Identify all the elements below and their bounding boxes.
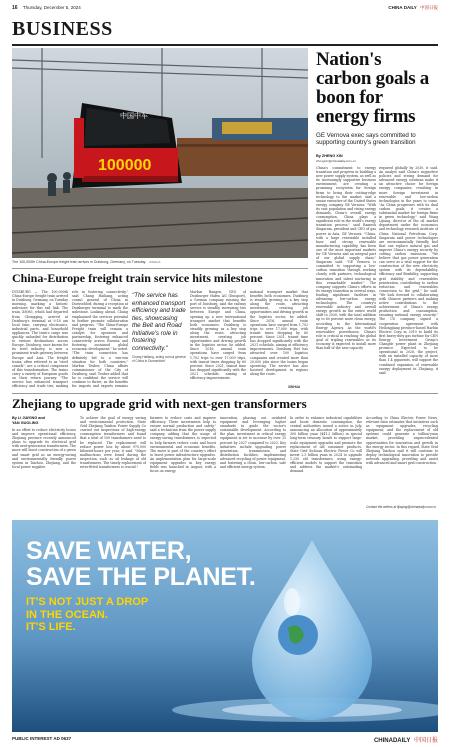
ad-headline-1: SAVE WATER, (26, 537, 192, 565)
zhejiang-top-rule (12, 393, 438, 394)
freight-column-5: national transport market that benefits both economies. Duisburg is steadily growing as a key stop along the route, attracting investment, creating job opportunities and driving growth in the logistics sector, he added. Since 2016, annual train operations have surged from 1,702 trips to over 17,000 trips, with transit times dropping by 60 percent. Since 2021, transit time has dropped significantly with the 2021 schedule, aiming at efficiency improvements. Duisburg Port has attracted over 100 logistics companies and created more than 20,000 jobs since the trains began operating. The service has also boosted development in regions along the route. (250, 290, 308, 376)
zhejiang-column-5: In order to enhance industrial capabilities and boost domestic consumption, the central authorities issued a notice in July, announcing an allocation of approximately 300 billion yuan ($41.3 billion) in special long-term treasury bonds to support large-scale equipment upgrades and promote the replacement of old consumer products. State Grid Sichuan Electric Power Co will invest 2.5 billion yuan in 2024 to upgrade 1,250 old transformers, using energy-efficient models to support the transition and address the market's outstanding demand. (290, 416, 362, 474)
zhejiang-column-4: innovation, phasing out outdated equipment and leveraging higher standards to guide the sector's sustainable development. According to the plan, investment in critical energy equipment is set to increase by over 25 percent by 2027 compared to 2023. Key initiatives include upgrading power generation, transmission and distribution facilities, implementing advanced recycling of power equipment, and fostering a clean, low-carbon, safe and efficient energy system. (220, 416, 286, 470)
zhejiang-byline-1: By LI JIAYING and (12, 416, 45, 420)
section-rule (12, 44, 438, 46)
pull-quote-attribution: Chang Hailiang, acting consul general of China in Duesseldorf (132, 355, 186, 363)
zhejiang-contact: Contact the writers at lijiaying@chinadaily.com.cn (366, 505, 436, 509)
loco-brand: 中国中车 (120, 112, 148, 120)
page-header (12, 5, 438, 15)
loco-number: 100000 (98, 157, 152, 174)
ad-tagline-1: IT'S NOT JUST A DROP (26, 596, 149, 608)
zhejiang-column-6: According to China Electric Power News, relevant data estimates that initiatives such as equipment upgrades, recycling equipment, and the replacement of old systems could generate a trillion-yuan market, providing unprecedented opportunities for innovation and growth in the energy sector. In this regard, State Grid Zhejiang Taizhou said it will continue to deploy technological innovation to provide network upgrading, providing and assist with advanced and smart grid construction. (366, 416, 438, 466)
zhejiang-headline: Zhejiang to upgrade grid with next-gen transformers (12, 396, 307, 411)
freight-headline: China-Europe freight train service hits milestone (12, 271, 263, 285)
photo-caption (12, 260, 308, 264)
ad-tagline-3: IT'S LIFE. (26, 621, 76, 633)
ad-headline-2: SAVE THE PLANET. (26, 563, 256, 591)
freight-pull-quote (132, 292, 186, 384)
footer-logo-text: CHINADAILY (373, 738, 411, 744)
masthead-small (388, 5, 438, 11)
issue-date: Thursday, December 5, 2024 (22, 5, 81, 10)
pull-quote-text: "The service has enhanced transport efficiency and trade ties, showcasing the Belt and Road Initiative's role in fostering connectivity." (132, 292, 186, 352)
photo-caption-text: The 100,000th China-Europe freight train arrives in Duisburg, Germany, on Tuesday. (12, 260, 147, 264)
carbon-column-1: China's commitment to energy transition and progress in building a new power supply system, as well as its increasingly supportive business environment, are creating a promising ecosystem for foreign firms to bring their cutting-edge technology to the market, said a senior executive of the United States energy company GE Vernova. "With its vast population and rising energy demands, China's overall energy consumption, China plays a significant role in the world's energy transition process," said Ramesh Singaram, president and CEO of gas power in Asia, GE Vernova. "China, with a large renewable installed base and strong renewable manufacturing capability, has been one of the most important markets for GE Vernova and an integral part of our global supply chain," Singaram said. "GE Vernova is committed to supporting a low-carbon transition through working closely with partners, technological innovation and talent nurturing in this remarkable market." The company supports China's efforts in its energy transition in several ways, leading significant facilities in advancing low-carbon energy technologies. The country's renewable industry and overall energy growth as the entire world shift to 2030, with the total addition up to 60 percent more clean energy, according to the International Energy Agency. As the world's renewables powerhouse, China's role is critical in reaching the global goal of tripling renewables as its economy is expected to install more than half of the new capacity (316, 166, 376, 351)
freight-column-2: role in fostering connectivity," said Chang Hailiang, acting consul general of China in Duesseldorf, during a reception at Duisburger terminal to mark the milestone. Looking ahead, Chang emphasized the services potential to further promote collaboration and progress. "The China-Europe Freight train will remain a catalyst for openness and partnership, fostering enhanced connectivity across Eurasia and fostering sustained global economic development," he noted. "The train connection has definitely led to a win-win situation for both countries," Markus Teuber, China affairs commissioner of the City of Duisburg, said. Teuber added that he is confident the service will continue to thrive, as the benefits for imports and exports remains (72, 290, 128, 388)
publication-name-cn: 中国日报 (420, 5, 438, 10)
carbon-column-2: required globally by 2030, it said. An analyst said China's supportive policies and strong demand for advanced energy solutions make it an attractive choice for foreign energy companies, resulting in more foreign investment in renewable and low-carbon technologies in the years to come. "As China progresses with its dual carbon goals, it creates a substantial market for foreign firms in green technology," said Wang Lijiang, director of the oil market department under the economics and technology research institute of China National Petroleum Corp. Singaram said power technologies are environmentally friendly fuel that can replace natural gas and improve China's energy security by cutting carbon emissions. "We believe that gas power generation can serve as a vital support for the construction of the new electricity system with its dependability, efficiency and flexibility, supporting grid stability and renewables penetration, contributing to carbon reduction and renewables connection to the grid," he said. "We look forward to collaborating with Chinese partners and making active contributions to the achievement of China's energy production and consumption, ensuring national energy security." The US company signed a cooperation agreement with Heilongjiang province-based Harbin Electric Corp in 2019 to build its first heavy-duty gas turbine for CEN Energy Investment Group's Changde power plant in Zhejiang province. Expected to be operational in 2026, the project, with an installed capacity of more than 1.4 gigawatts, will support the combined expansion of renewable energy deployment in Zhejiang, it said. (379, 166, 438, 375)
section-title: BUSINESS (12, 18, 113, 40)
freight-column-1: DUISBURG — The 100,000th China-Europe freight train arrived in Duisburg, Germany, on Tuesday morning, marking a historic milestone for this rail link. The train, X8083, which had departed from Chongqing, arrived at Duisburg's terminal at 9:18 am local time, carrying electronics, industrial parts, and household appliances. The train's cargo was quickly unloaded for distribution to various destinations across Europe. Duisburg, once known for its steel industry, is now a prominent trade gateway between Europe and Asia. The freight trains, often referred to as "steel camels", are a critical component of this transformation. The trains carry a variety of European goods on their return journey. "The service has enhanced transport efficiency and trade ties, making (12, 290, 68, 388)
ad-text-block (26, 538, 286, 634)
zhejiang-byline-2: YAN GUOLING (12, 421, 39, 425)
ad-label: PUBLIC INTEREST AD 0637 (12, 736, 72, 741)
public-interest-ad (12, 520, 438, 732)
zhejiang-column-3: farmers to reduce costs and improve efficiency. These investments help to ensure normal production and safety," said a technician from the power supply company, adding that the usage of energy-saving transformers is expected to help farmers reduce costs and boost environmental and economic benefits. The move is part of the country's effort to boost power infrastructure upgrades. An implementation plan for large-scale equipment upgrades in key energy fields was launched in August, with a focus on energy (150, 416, 216, 474)
ad-tagline-2: IN THE OCEAN. (26, 608, 108, 621)
freight-top-rule (12, 268, 308, 269)
carbon-subhead: GE Vernova exec says committed to supporting country's green transition (316, 132, 416, 147)
freight-column-4: Markus Bangen, CEO of Duisburger Hafen AG (Duisport), a German company running the port of Duisburg, said the railway service is steadily increasing ties between Europe and China, opening up a new international transport market that benefits both economies. Duisburg is steadily growing as a key stop along the route, attracting investment, creating job opportunities and driving growth in the logistics sector, he added. Since 2016, annual train operations have surged from 1,702 trips to over 17,000 trips, with transit times dropping by 60 percent. Since 2021, transit time has dropped significantly with the 2021 schedule, aiming at efficiency improvements. (190, 290, 246, 380)
footer-logo (374, 735, 438, 744)
zhejiang-column-1: In an effort to reduce electricity losses and improve operational efficiency, Zhejiang province recently announced plans to upgrade its electrical grid with next-generation transformers. The move will boost construction of a green and smart grid as an energy-saving and environmentally friendly power system in Taizhou, Zhejiang, and the local power supplier. (12, 428, 76, 469)
publication-name: CHINA DAILY (388, 5, 417, 10)
carbon-headline: Nation's carbon goals a boon for energy firms (316, 49, 429, 127)
carbon-byline: By ZHENG XIN (316, 154, 343, 158)
photo-credit: XINHUA (149, 260, 161, 264)
page-footer (12, 736, 438, 745)
zhejiang-column-2: To achieve the goal of energy saving and environmental protection, State Grid Zhejiang Taizhou Power Supply Co carried out inspections of high-energy consumption transformers and found that a total of 100 transformers need to be replaced. The replacement will reduce power loss by about 970,000 kilowatt-hours per year, it said. "Major malfunctions were found during the inspection, such as oil leakage of old transformers. The timely replacement of retro-fitted transformers is crucial." (80, 416, 146, 470)
page-number: 16 (12, 5, 18, 11)
freight-credit: XINHUA (288, 385, 301, 389)
footer-logo-cn: 中国日报 (413, 738, 438, 744)
carbon-byline-email: zhengxin@chinadaily.com.cn (316, 159, 356, 163)
train-illustration (12, 48, 308, 258)
train-photo (12, 48, 308, 258)
